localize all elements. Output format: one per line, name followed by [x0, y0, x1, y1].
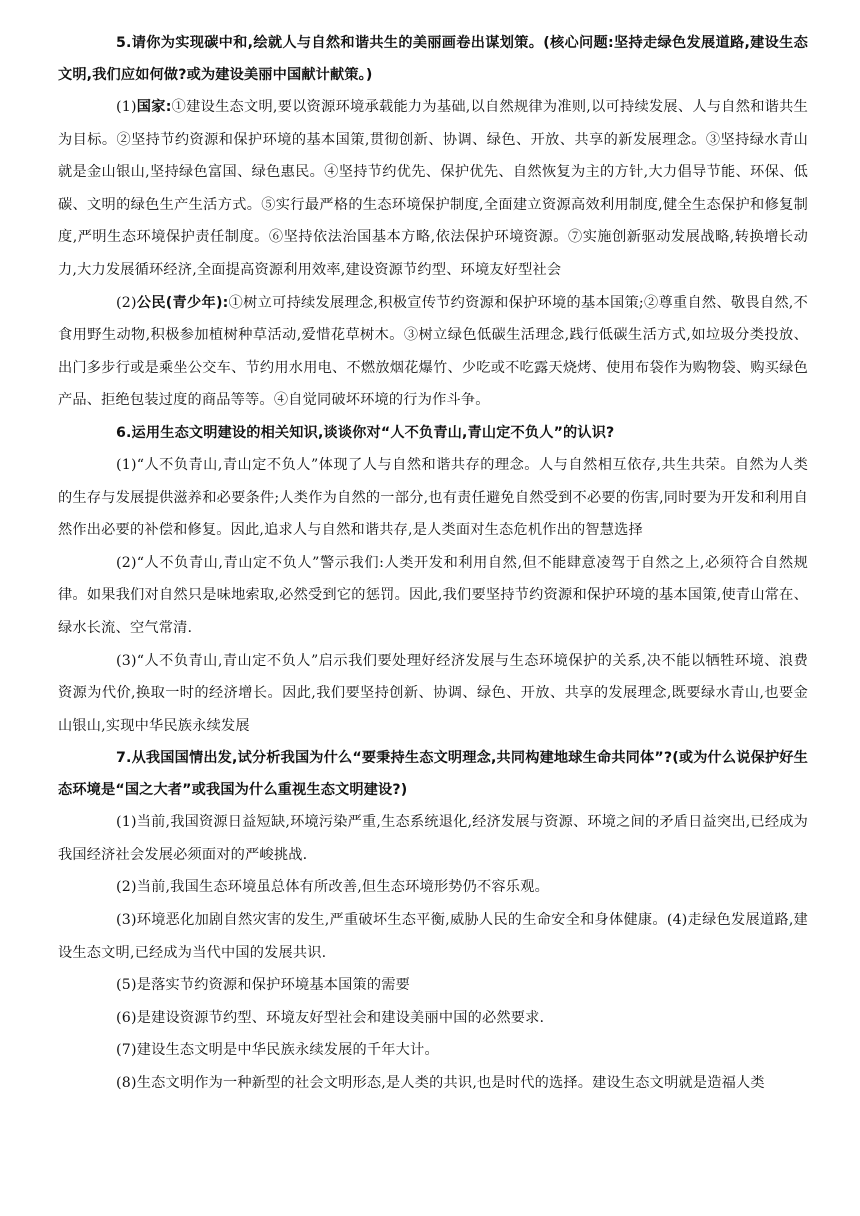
question-7-answer-5: (5)是落实节约资源和保护环境基本国策的需要: [116, 977, 411, 994]
question-7-answer-8: (8)生态文明作为一种新型的社会文明形态,是人类的共识,也是时代的选择。建设生态文明就是造福人类: [116, 1075, 765, 1092]
answer-text: ①建设生态文明,要以资源环境承载能力为基础,以自然规律为准则,以可持续发展、人与自然和谐共生为目标。②坚持节约资源和保护环境的基本国策,贯彻创新、协调、绿色、开放、共享的新发展理念。③坚持绿水青山就是金山银山,坚持绿色富国、绿色惠民。④坚持节约优先、保护优先、自然恢复为主的方针,大力倡导节能、环保、低碳、文明的绿色生产生活方式。⑤实行最严格的生态环境保护制度,全面建立资源高效利用制度,健全生态保护和修复制度,严明生态环境保护责任制度。⑥坚持依法治国基本方略,依法保护环境资源。⑦实施创新驱动发展战略,转换增长动力,大力发展循环经济,全面提高资源利用效率,建设资源节约型、环境友好型社会: [58, 99, 808, 278]
question-6-answer-3: (3)“人不负青山,青山定不负人”启示我们要处理好经济发展与生态环境保护的关系,决不能以牺牲环境、浪费资源为代价,换取一时的经济增长。因此,我们要坚持创新、协调、绿色、开放、共享的发展理念,既要绿水青山,也要金山银山,实现中华民族永续发展: [58, 652, 808, 734]
answer-number: (2): [116, 294, 137, 311]
question-6-answer-1: (1)“人不负青山,青山定不负人”体现了人与自然和谐共存的理念。人与自然相互依存,共生共荣。自然为人类的生存与发展提供滋养和必要条件;人类作为自然的一部分,也有责任避免自然受到不必要的伤害,同时要为开发和利用自然作出必要的补偿和修复。因此,追求人与自然和谐共存,是人类面对生态危机作出的智慧选择: [58, 456, 808, 539]
question-7-answer-2: (2)当前,我国生态环境虽总体有所改善,但生态环境形势仍不容乐观。: [116, 879, 549, 896]
question-5-answer-2: [58, 287, 808, 417]
question-5-answer-1: [58, 91, 808, 287]
answer-text: ①树立可持续发展理念,积极宣传节约资源和保护环境的基本国策;②尊重自然、敬畏自然,不食用野生动物,积极参加植树种草活动,爱惜花草树木。③树立绿色低碳生活理念,践行低碳生活方式,如垃圾分类投放、出门多步行或是乘坐公交车、节约用水用电、不燃放烟花爆竹、少吃或不吃露天烧烤、使用布袋作为购物袋、购买绿色产品、拒绝包装过度的商品等等。④自觉同破坏环境的行为作斗争。: [58, 294, 808, 409]
question-7-answer-1: (1)当前,我国资源日益短缺,环境污染严重,生态系统退化,经济发展与资源、环境之间的矛盾日益突出,已经成为我国经济社会发展必须面对的严峻挑战.: [58, 814, 808, 863]
question-7-answer-6: (6)是建设资源节约型、环境友好型社会和建设美丽中国的必然要求.: [116, 1009, 545, 1026]
document-page: [58, 27, 808, 1100]
question-7-answer-3: (3)环境恶化加剧自然灾害的发生,严重破坏生态平衡,威胁人民的生命安全和身体健康。(4)走绿色发展道路,建设生态文明,已经成为当代中国的发展共识.: [58, 912, 808, 961]
answer-label-country: 国家:: [136, 99, 172, 115]
answer-number: (1): [116, 99, 137, 115]
question-6-answer-2: (2)“人不负青山,青山定不负人”警示我们:人类开发和利用自然,但不能肆意凌驾于自然之上,必须符合自然规律。如果我们对自然只是味地索取,必然受到它的惩罚。因此,我们要坚持节约资源和保护环境的基本国策,使青山常在、绿水长流、空气常清.: [58, 554, 808, 636]
question-7-answer-7: (7)建设生态文明是中华民族永续发展的千年大计。: [116, 1042, 439, 1059]
answer-label-citizen: 公民(青少年):: [136, 294, 229, 311]
question-6-title: 6.运用生态文明建设的相关知识,谈谈你对“人不负青山,青山定不负人”的认识?: [116, 424, 615, 441]
question-5-title: 5.请你为实现碳中和,绘就人与自然和谐共生的美丽画卷出谋划策。(核心问题:坚持走绿色发展道路,建设生态文明,我们应如何做?或为建设美丽中国献计献策。): [58, 35, 808, 83]
question-7-title: 7.从我国国情出发,试分析我国为什么“要秉持生态文明理念,共同构建地球生命共同体”?(或为什么说保护好生态环境是“国之大者”或我国为什么重视生态文明建设?): [58, 750, 808, 799]
